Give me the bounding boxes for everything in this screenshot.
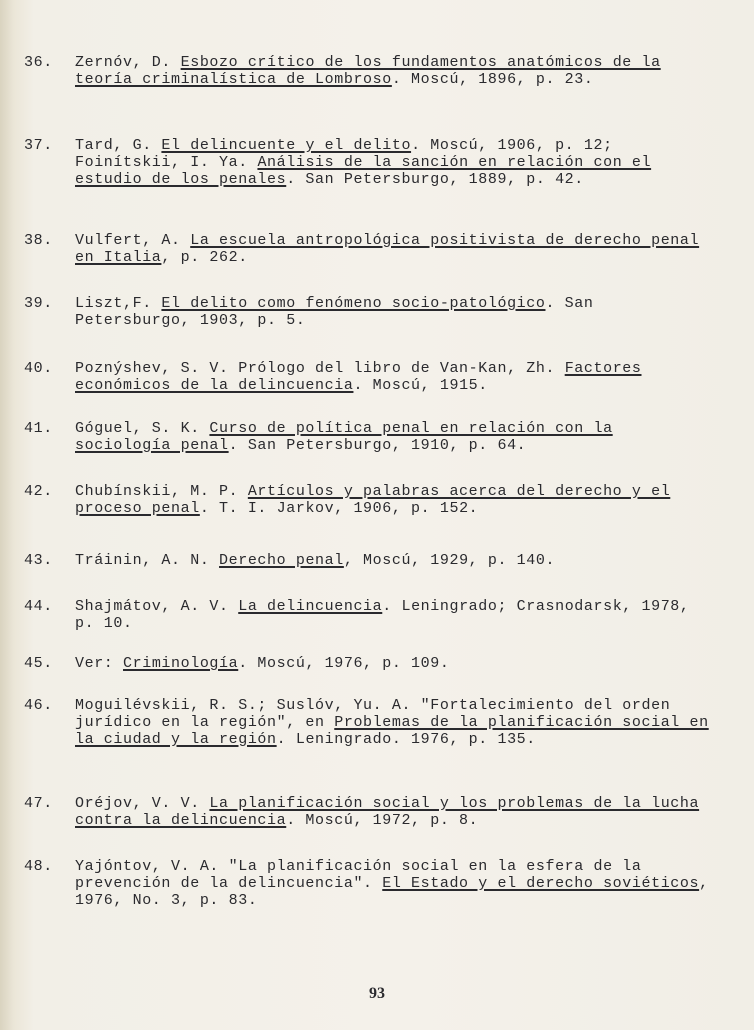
reference-detail: Tard, G. xyxy=(75,137,162,154)
reference-detail: Zernóv, D. xyxy=(75,54,181,71)
reference-title: Esbozo crítico de los fundamentos anatómicos de la teoría criminalística de Lombroso xyxy=(75,54,661,88)
reference-detail: Ver: xyxy=(75,655,124,672)
reference-detail: . Moscú, 1976, p. 109. xyxy=(238,655,450,672)
reference-entry xyxy=(24,598,714,632)
reference-detail: . Moscú, 1906, p. 12; Foinítskii, I. Ya. xyxy=(75,137,613,171)
reference-text xyxy=(75,483,714,517)
reference-number: 37. xyxy=(24,137,53,154)
reference-text xyxy=(75,552,714,569)
reference-entry xyxy=(24,483,714,517)
reference-text xyxy=(75,54,714,88)
reference-text xyxy=(75,420,714,454)
reference-text xyxy=(75,697,714,748)
reference-text xyxy=(75,598,714,632)
reference-title: Problemas de la planificación social en la ciudad y la región xyxy=(75,714,709,748)
reference-title: Derecho penal xyxy=(219,552,344,569)
reference-entry xyxy=(24,295,714,329)
reference-text xyxy=(75,655,714,672)
reference-number: 45. xyxy=(24,655,53,672)
reference-detail: . Leningrado; Crasnodarsk, 1978, p. 10. xyxy=(75,598,690,632)
reference-entry xyxy=(24,54,714,88)
reference-entry xyxy=(24,360,714,394)
reference-detail: . Moscú, 1915. xyxy=(353,377,488,394)
reference-title: El Estado y el derecho soviéticos xyxy=(382,875,700,892)
reference-detail: Moguilévskii, R. S.; Suslóv, Yu. A. "Fortalecimiento del orden jurídico en la región", en xyxy=(75,697,671,731)
reference-title: La planificación social y los problemas de la lucha contra la delincuencia xyxy=(75,795,700,829)
reference-number: 36. xyxy=(24,54,53,71)
reference-detail: Liszt,F. xyxy=(75,295,162,312)
reference-number: 46. xyxy=(24,697,53,714)
reference-detail: Shajmátov, A. V. xyxy=(75,598,239,615)
reference-detail: Chubínskii, M. P. xyxy=(75,483,248,500)
reference-title: Curso de política penal en relación con la sociología penal xyxy=(75,420,613,454)
reference-number: 42. xyxy=(24,483,53,500)
reference-detail: Tráinin, A. N. xyxy=(75,552,220,569)
reference-title: La delincuencia xyxy=(238,598,383,615)
reference-number: 47. xyxy=(24,795,53,812)
reference-entry xyxy=(24,420,714,454)
reference-detail: Vulfert, A. xyxy=(75,232,191,249)
reference-entry xyxy=(24,137,714,188)
reference-detail: , 1976, No. 3, p. 83. xyxy=(75,875,709,909)
reference-title: El delito como fenómeno socio-patológico xyxy=(161,295,546,312)
reference-text xyxy=(75,295,714,329)
reference-detail: Oréjov, V. V. xyxy=(75,795,210,812)
reference-detail: . Leningrado. 1976, p. 135. xyxy=(276,731,536,748)
reference-detail: . Moscú, 1896, p. 23. xyxy=(391,71,594,88)
reference-text xyxy=(75,858,714,909)
reference-detail: , p. 262. xyxy=(161,249,248,266)
reference-detail: . T. I. Jarkov, 1906, p. 152. xyxy=(199,500,479,517)
reference-detail: . Moscú, 1972, p. 8. xyxy=(286,812,479,829)
reference-entry xyxy=(24,697,714,748)
reference-detail: Góguel, S. K. xyxy=(75,420,210,437)
page-number: 93 xyxy=(369,985,385,1002)
reference-number: 39. xyxy=(24,295,53,312)
reference-title: La escuela antropológica positivista de derecho penal en Italia xyxy=(75,232,700,266)
reference-detail: . San Petersburgo, 1889, p. 42. xyxy=(286,171,584,188)
reference-entry xyxy=(24,232,714,266)
reference-number: 44. xyxy=(24,598,53,615)
reference-number: 41. xyxy=(24,420,53,437)
reference-entry xyxy=(24,858,714,909)
reference-title: Artículos y palabras acerca del derecho y el proceso penal xyxy=(75,483,671,517)
reference-number: 48. xyxy=(24,858,53,875)
reference-title: El delincuente y el delito xyxy=(161,137,412,154)
reference-number: 40. xyxy=(24,360,53,377)
reference-text xyxy=(75,137,714,188)
reference-number: 38. xyxy=(24,232,53,249)
reference-detail: . San Petersburgo, 1910, p. 64. xyxy=(228,437,527,454)
reference-text xyxy=(75,360,714,394)
reference-entry xyxy=(24,552,714,569)
reference-title: Factores económicos de la delincuencia xyxy=(75,360,642,394)
reference-detail: , Moscú, 1929, p. 140. xyxy=(343,552,556,569)
reference-title: Análisis de la sanción en relación con el estudio de los penales xyxy=(75,154,652,188)
reference-entry xyxy=(24,655,714,672)
reference-text xyxy=(75,232,714,266)
reference-detail: . San Petersburgo, 1903, p. 5. xyxy=(75,295,594,329)
reference-detail: Poznýshev, S. V. Prólogo del libro de Van-Kan, Zh. xyxy=(75,360,565,377)
reference-text xyxy=(75,795,714,829)
reference-detail: Yajóntov, V. A. "La planificación social en la esfera de la prevención de la delincuencia". xyxy=(75,858,642,892)
reference-title: Criminología xyxy=(123,655,239,672)
reference-number: 43. xyxy=(24,552,53,569)
reference-entry xyxy=(24,795,714,829)
